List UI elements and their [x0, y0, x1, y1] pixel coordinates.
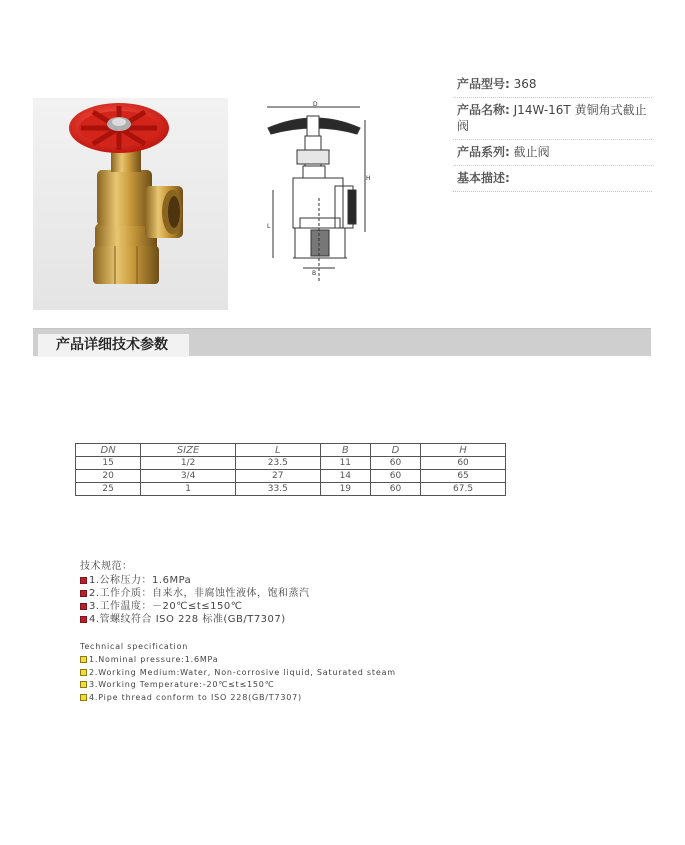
- product-info: [453, 72, 652, 192]
- series-label: 产品系列:: [457, 145, 510, 159]
- table-header-row: [76, 444, 506, 457]
- name-value: J14W-16T 黄铜角式截止阀: [457, 103, 647, 133]
- series-value: 截止阀: [513, 145, 550, 159]
- product-photo: [33, 98, 228, 310]
- table-cell: 1/2: [141, 457, 236, 470]
- table-cell: 65: [421, 470, 506, 483]
- dimension-table: [75, 443, 506, 496]
- table-cell: 67.5: [421, 483, 506, 496]
- spec-en-text: 3.Working Temperature:-20℃≤t≤150℃: [89, 680, 275, 689]
- spec-cn-item: [80, 574, 310, 587]
- table-header-cell: SIZE: [141, 444, 236, 457]
- description-row: [453, 166, 652, 192]
- table-cell: 1: [141, 483, 236, 496]
- spec-en-item: [80, 654, 396, 667]
- spec-cn-item: [80, 600, 310, 613]
- section-title: 产品详细技术参数: [38, 334, 189, 357]
- spec-en-title: Technical specification: [80, 642, 189, 651]
- spec-cn-text: 2.工作介质：自来水，非腐蚀性液体，饱和蒸汽: [89, 588, 310, 599]
- spec-en: [80, 640, 396, 704]
- red-square-bullet-icon: [80, 577, 87, 584]
- spec-cn-text: 3.工作温度：－20℃≤t≤150℃: [89, 601, 243, 612]
- dim-b-label: B: [312, 270, 317, 277]
- table-cell: 60: [370, 470, 420, 483]
- table-cell: 15: [76, 457, 141, 470]
- table-cell: 3/4: [141, 470, 236, 483]
- table-header-cell: H: [421, 444, 506, 457]
- spec-en-item: [80, 667, 396, 680]
- table-cell: 20: [76, 470, 141, 483]
- red-square-bullet-icon: [80, 603, 87, 610]
- table-cell: 60: [370, 483, 420, 496]
- spec-cn-text: 1.公称压力：1.6MPa: [89, 575, 192, 586]
- dim-d-label: D: [313, 101, 318, 108]
- description-label: 基本描述:: [457, 171, 510, 185]
- table-cell: 19: [320, 483, 370, 496]
- model-row: [453, 72, 652, 98]
- model-label: 产品型号:: [457, 77, 510, 91]
- table-cell: 27: [235, 470, 320, 483]
- yellow-square-bullet-icon: [80, 681, 87, 688]
- yellow-square-bullet-icon: [80, 656, 87, 663]
- table-cell: 60: [370, 457, 420, 470]
- yellow-square-bullet-icon: [80, 694, 87, 701]
- table-cell: 23.5: [235, 457, 320, 470]
- table-cell: 33.5: [235, 483, 320, 496]
- table-header-cell: D: [370, 444, 420, 457]
- table-header-cell: B: [320, 444, 370, 457]
- series-row: [453, 140, 652, 166]
- dim-h-label: H: [366, 175, 371, 182]
- table-row: [76, 483, 506, 496]
- spec-en-text: 4.Pipe thread conform to ISO 228(GB/T7307): [89, 692, 302, 702]
- table-header-cell: DN: [76, 444, 141, 457]
- section-header-bar: [33, 328, 651, 356]
- spec-en-item: [80, 692, 396, 705]
- table-cell: 60: [421, 457, 506, 470]
- yellow-square-bullet-icon: [80, 669, 87, 676]
- table-cell: 25: [76, 483, 141, 496]
- technical-drawing: [265, 98, 390, 283]
- table-row: [76, 470, 506, 483]
- table-row: [76, 457, 506, 470]
- table-cell: 11: [320, 457, 370, 470]
- spec-cn-text: 4.管螺纹符合 ISO 228 标准(GB/T7307): [89, 614, 286, 625]
- name-label: 产品名称:: [457, 103, 510, 117]
- spec-cn-title: 技术规范：: [80, 561, 133, 572]
- red-square-bullet-icon: [80, 590, 87, 597]
- name-row: [453, 98, 652, 140]
- table-cell: 14: [320, 470, 370, 483]
- dim-l-label: L: [267, 223, 271, 230]
- spec-cn-item: [80, 587, 310, 600]
- spec-cn: [80, 560, 310, 626]
- model-value: 368: [513, 77, 537, 91]
- spec-en-text: 2.Working Medium:Water, Non-corrosive liquid, Saturated steam: [89, 667, 396, 677]
- table-header-cell: L: [235, 444, 320, 457]
- red-square-bullet-icon: [80, 616, 87, 623]
- spec-cn-item: [80, 613, 310, 626]
- spec-en-text: 1.Nominal pressure:1.6MPa: [89, 655, 219, 664]
- spec-en-item: [80, 679, 396, 692]
